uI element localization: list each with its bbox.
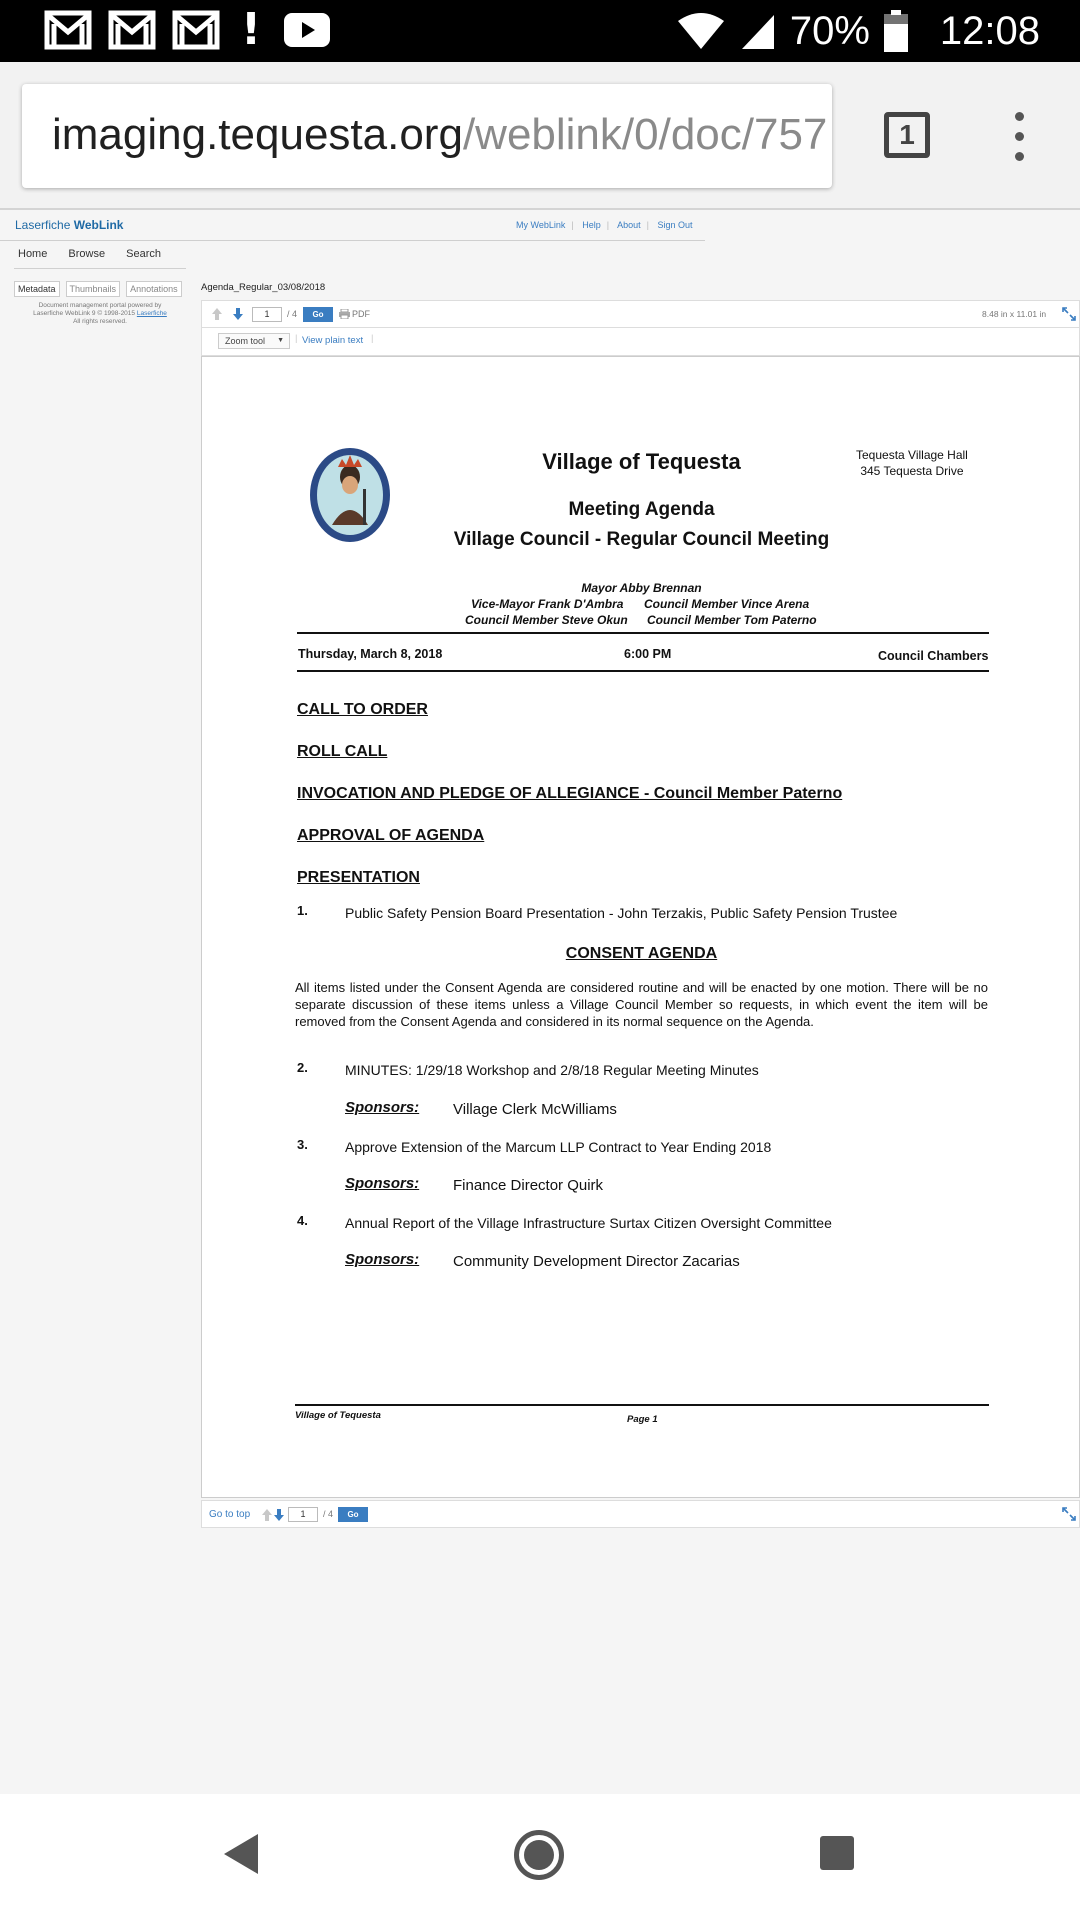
my-weblink-link[interactable]: My WebLink [516, 220, 566, 230]
item-number: 2. [297, 1060, 308, 1075]
viewer-toolbar [201, 300, 1080, 328]
agenda-item-3: Approve Extension of the Marcum LLP Contract to Year Ending 2018 [345, 1139, 772, 1155]
sign-out-link[interactable]: Sign Out [657, 220, 693, 230]
help-link[interactable]: Help [582, 220, 601, 230]
divider [0, 240, 705, 241]
section-roll-call: ROLL CALL [297, 743, 388, 760]
gmail-icon [172, 10, 220, 50]
sidebar-tabs [14, 281, 182, 297]
section-invocation: INVOCATION AND PLEDGE OF ALLEGIANCE - Council Member Paterno [297, 785, 843, 802]
youtube-icon [284, 13, 330, 47]
url-host: imaging.tequesta.org [52, 110, 463, 159]
arrow-down-icon[interactable] [274, 1509, 284, 1521]
zoom-tool-label: Zoom tool [225, 336, 266, 346]
meeting-type-title: Village Council - Regular Council Meeting [453, 529, 830, 550]
viewer-toolbar-secondary [201, 328, 1080, 356]
laserfiche-link[interactable]: Laserfiche [136, 310, 167, 317]
item-number: 1. [297, 903, 308, 918]
gmail-icon [108, 10, 156, 50]
signal-icon [740, 11, 776, 51]
wifi-icon [676, 11, 726, 51]
address-line-2: 345 Tequesta Drive [860, 464, 964, 478]
consent-agenda-text: All items listed under the Consent Agenda are considered routine and will be enacted by one motion. There will be no separate discussion of these items unless a Village Council Member so requests, in which event the item will be removed from the Consent Agenda and considered in its normal sequence on the Agenda. [295, 980, 988, 1029]
page-total: / 4 [287, 309, 298, 319]
council-member-paterno: Council Member Tom Paterno [647, 613, 817, 627]
go-button[interactable]: Go [338, 1507, 368, 1522]
chevron-down-icon: ▼ [277, 337, 284, 344]
main-nav [18, 248, 179, 260]
tab-annotations[interactable]: Annotations [126, 281, 182, 297]
tab-switcher-button[interactable]: 1 [884, 112, 930, 158]
document-title: Village of Tequesta [542, 449, 741, 474]
nav-search[interactable]: Search [126, 248, 162, 260]
footer-village: Village of Tequesta [295, 1410, 381, 1421]
browser-toolbar [0, 62, 1080, 210]
url-path: /weblink/0/doc/757 [462, 110, 828, 159]
zoom-tool-select[interactable] [218, 333, 290, 349]
android-nav-bar [0, 1794, 1080, 1920]
divider [14, 268, 186, 269]
printer-icon[interactable] [339, 309, 350, 319]
go-button[interactable]: Go [303, 307, 333, 322]
powered-line-2: Laserfiche WebLink 9 © 1998-2015 [33, 310, 136, 317]
web-page [0, 210, 1080, 1794]
divider [297, 632, 989, 634]
document-name: Agenda_Regular_03/08/2018 [201, 282, 326, 293]
sponsor-item-3: Finance Director Quirk [453, 1177, 604, 1194]
battery-icon [884, 10, 908, 52]
meeting-date: Thursday, March 8, 2018 [298, 647, 443, 661]
meeting-time: 6:00 PM [624, 647, 672, 661]
tab-thumbnails[interactable]: Thumbnails [66, 281, 121, 297]
sponsors-label: Sponsors: [345, 1251, 420, 1268]
arrow-down-icon[interactable] [233, 308, 243, 320]
agenda-item-2: MINUTES: 1/29/18 Workshop and 2/8/18 Regular Meeting Minutes [345, 1062, 759, 1078]
home-icon[interactable] [514, 1830, 564, 1880]
council-member-arena: Council Member Vince Arena [644, 597, 810, 611]
powered-by-text [14, 302, 186, 326]
agenda-item-1: Public Safety Pension Board Presentation - John Terzakis, Public Safety Pension Trustee [345, 905, 898, 921]
overflow-menu-icon[interactable] [1004, 112, 1034, 162]
vice-mayor: Vice-Mayor Frank D'Ambra [471, 597, 624, 611]
top-nav: My WebLink | Help | About | Sign Out [516, 220, 693, 230]
fullscreen-icon[interactable] [1062, 307, 1076, 321]
address-bar[interactable] [22, 84, 832, 188]
divider [295, 1404, 989, 1406]
address-block [856, 447, 968, 479]
footer-page-number: Page 1 [627, 1414, 658, 1425]
viewer-bottom-toolbar [201, 1500, 1080, 1528]
document-viewer[interactable] [201, 356, 1080, 1498]
council-member-okun: Council Member Steve Okun [465, 613, 628, 627]
meeting-agenda-title: Meeting Agenda [568, 499, 715, 520]
page-size: 8.48 in x 11.01 in [982, 309, 1047, 319]
document-page [202, 357, 1080, 1499]
sponsors-label: Sponsors: [345, 1175, 420, 1192]
pdf-link[interactable]: PDF [352, 309, 370, 319]
page-number-input[interactable]: 1 [288, 1507, 318, 1522]
powered-line-3: All rights reserved. [73, 318, 127, 325]
divider [297, 670, 989, 672]
item-number: 4. [297, 1213, 308, 1228]
section-presentation: PRESENTATION [297, 869, 420, 886]
laserfiche-logo[interactable] [15, 218, 123, 232]
url-text[interactable] [52, 110, 827, 160]
address-line-1: Tequesta Village Hall [856, 448, 968, 462]
page-number-input[interactable]: 1 [252, 307, 282, 322]
alert-icon: ! [240, 4, 262, 55]
section-approval: APPROVAL OF AGENDA [297, 827, 485, 844]
sponsors-label: Sponsors: [345, 1099, 420, 1116]
arrow-up-icon[interactable] [262, 1509, 272, 1521]
agenda-item-4: Annual Report of the Village Infrastructure Surtax Citizen Oversight Committee [345, 1215, 832, 1231]
separator: | [295, 333, 298, 344]
nav-browse[interactable]: Browse [68, 248, 106, 260]
section-call-to-order: CALL TO ORDER [297, 701, 428, 718]
go-to-top-link[interactable]: Go to top [209, 1509, 251, 1520]
separator: | [371, 333, 374, 344]
arrow-up-icon[interactable] [212, 308, 222, 320]
item-number: 3. [297, 1137, 308, 1152]
clock: 12:08 [939, 8, 1040, 53]
about-link[interactable]: About [617, 220, 641, 230]
page-total: / 4 [323, 1509, 334, 1519]
brand-suffix: WebLink [73, 218, 124, 232]
battery-percent: 70% [789, 8, 870, 53]
view-plain-text-link[interactable]: View plain text [302, 335, 364, 346]
tab-metadata[interactable]: Metadata [14, 281, 60, 297]
consent-agenda-title: CONSENT AGENDA [565, 945, 718, 962]
nav-home[interactable]: Home [18, 248, 48, 260]
recent-apps-icon[interactable] [820, 1836, 854, 1870]
meeting-location: Council Chambers [878, 649, 989, 663]
brand-prefix: Laserfiche [15, 218, 74, 232]
status-bar [0, 0, 1080, 62]
mayor: Mayor Abby Brennan [581, 581, 702, 595]
back-icon[interactable] [224, 1834, 258, 1874]
powered-line-1: Document management portal powered by [38, 302, 162, 309]
sponsor-item-2: Village Clerk McWilliams [453, 1101, 617, 1118]
fullscreen-icon[interactable] [1062, 1507, 1076, 1521]
sponsor-item-4: Community Development Director Zacarias [453, 1253, 740, 1270]
gmail-icon [44, 10, 92, 50]
